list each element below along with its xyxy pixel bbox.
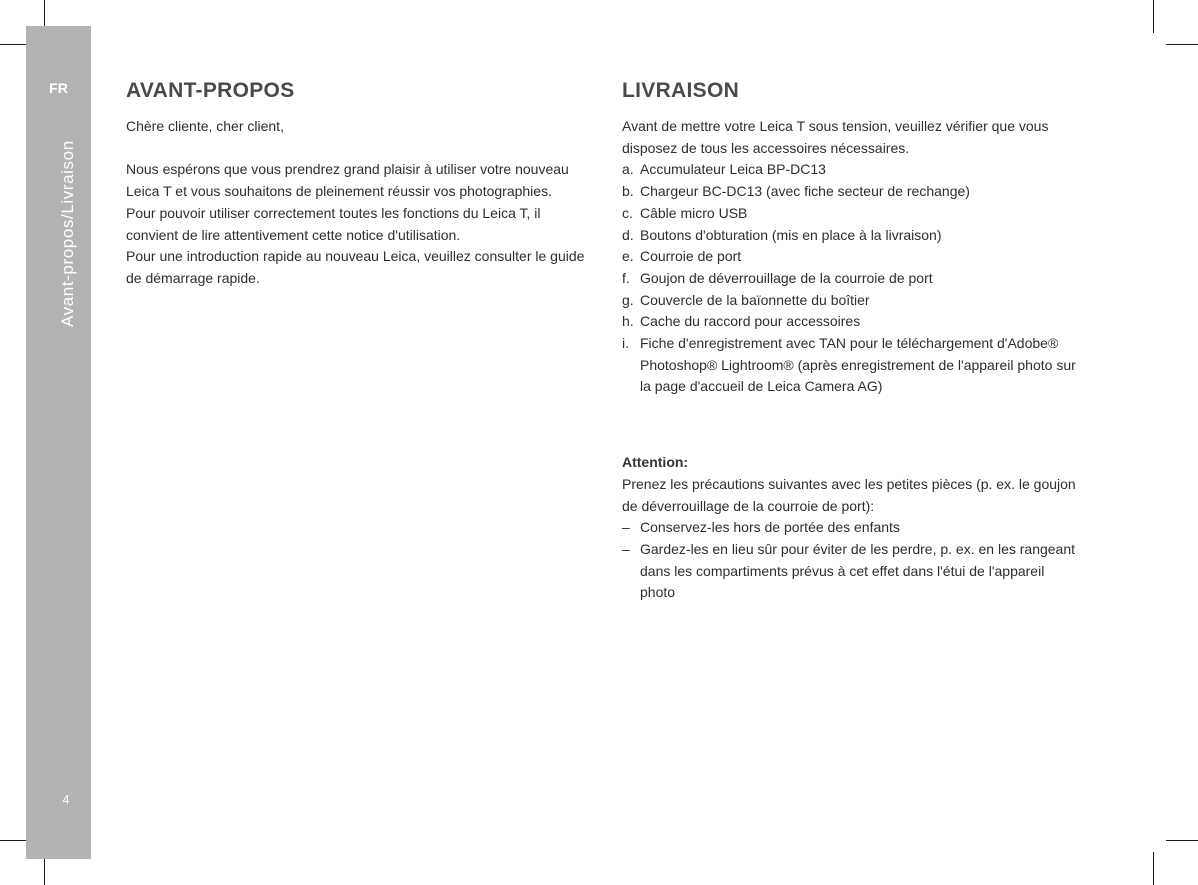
attention-title: Attention:: [622, 454, 689, 471]
list-item-text: Chargeur BC-DC13 (avec fiche secteur de rechange): [640, 183, 970, 200]
list-marker: i.: [622, 335, 629, 352]
list-marker: c.: [622, 204, 633, 221]
list-item: [622, 159, 1082, 181]
bullet-marker: –: [622, 519, 630, 536]
list-marker: d.: [622, 226, 634, 243]
list-item-text: Conservez-les hors de portée des enfants: [640, 519, 900, 536]
attention-text: Prenez les précautions suivantes avec les petites pièces (p. ex. le goujon de déverrouillage de la courroie de port):: [622, 475, 1076, 514]
attention-list: [622, 517, 1082, 604]
list-item-text: Fiche d'enregistrement avec TAN pour le téléchargement d'Adobe® Photoshop® Lightroom® (après enregistrement de l'appareil photo sur la page d'accueil de Leica Camera AG): [640, 335, 1076, 395]
delivery-heading: LIVRAISON: [622, 79, 740, 102]
list-marker: e.: [622, 248, 634, 265]
list-item: [622, 203, 1082, 225]
list-item: [622, 333, 1082, 398]
list-item-text: Couvercle de la baïonnette du boîtier: [640, 291, 870, 308]
list-item: [622, 246, 1082, 268]
list-marker: g.: [622, 291, 634, 308]
list-item: [622, 539, 1082, 604]
delivery-list: [622, 159, 1082, 398]
foreword-greeting: Chère cliente, cher client,: [126, 118, 284, 134]
list-item: [622, 181, 1082, 203]
list-item-text: Boutons d'obturation (mis en place à la livraison): [640, 226, 942, 243]
list-marker: b.: [622, 183, 634, 200]
list-item-text: Courroie de port: [640, 248, 742, 265]
list-item-text: Cache du raccord pour accessoires: [640, 313, 861, 330]
list-item-text: Goujon de déverrouillage de la courroie de port: [640, 269, 933, 286]
list-item: [622, 268, 1082, 290]
delivery-intro: Avant de mettre votre Leica T sous tension, veuillez vérifier que vous disposez de tous les accessoires nécessaires.: [622, 118, 1049, 156]
list-marker: f.: [622, 269, 630, 286]
crop-mark: [1153, 852, 1154, 885]
foreword-column: [126, 77, 596, 290]
page-number: 4: [62, 792, 70, 807]
delivery-column: [622, 77, 1082, 604]
list-item: [622, 225, 1082, 247]
foreword-heading: AVANT-PROPOS: [126, 79, 295, 102]
crop-mark: [1153, 0, 1154, 33]
crop-mark: [0, 44, 26, 45]
list-item: [622, 311, 1082, 333]
crop-mark: [1166, 840, 1198, 841]
list-item-text: Accumulateur Leica BP-DC13: [640, 161, 826, 178]
list-item: [622, 290, 1082, 312]
list-item: [622, 517, 1082, 539]
foreword-paragraph: Pour pouvoir utiliser correctement toutes les fonctions du Leica T, il convient de lire attentivement cette notice d'utilisation.: [126, 204, 541, 243]
list-marker: h.: [622, 313, 634, 330]
foreword-paragraph: Nous espérons que vous prendrez grand plaisir à utiliser votre nouveau Leica T et vous souhaitons de pleinement réussir vos photographies.: [126, 161, 569, 200]
list-item-text: Câble micro USB: [640, 204, 748, 221]
list-item-text: Gardez-les en lieu sûr pour éviter de les perdre, p. ex. en les rangeant dans les compartiments prévus à cet effet dans l'étui de l'appareil photo: [640, 540, 1076, 601]
list-marker: a.: [622, 161, 634, 178]
bullet-marker: –: [622, 540, 630, 557]
language-label: FR: [49, 80, 68, 96]
foreword-paragraph: Pour une introduction rapide au nouveau Leica, veuillez consulter le guide de démarrage rapide.: [126, 248, 585, 286]
section-title-vertical: Avant-propos/Livraison: [58, 140, 77, 327]
crop-mark: [1166, 44, 1198, 45]
crop-mark: [0, 840, 26, 841]
